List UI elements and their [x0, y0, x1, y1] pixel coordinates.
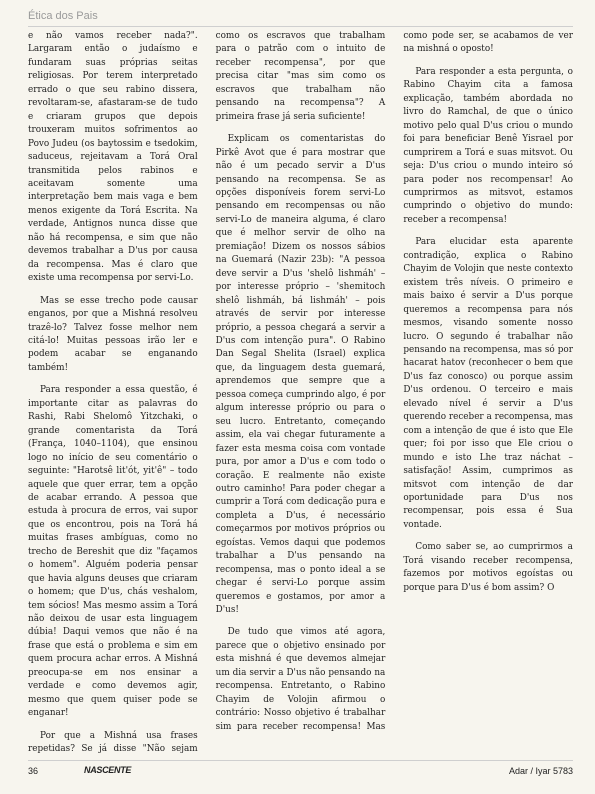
issue-date: Adar / Iyar 5783: [508, 766, 573, 776]
paragraph: Para responder a essa questão, é importante citar as palavras do Rashi, Rabi Shelomô Yitzchaki, o grande comentarista da Torá (França, 1040–1104), que ensinou logo no início de seu comentário o seguinte: "Harotsê lit'ót, yit'ê" – todo aquele que quer errar, tem a opção de acabar errando. A pessoa que estuda à procura de erros, vai supor que os encontrou, pois na Torá há muitas frases ambíguas, como no trecho de Bereshit que diz "façamos o homem". Alguém poderia pensar que havia alguns deuses que criaram o homem; que D'us, chás veshalom, tem sócios! Mas mesmo assim a Torá não deixou de usar esta linguagem dúbia! Daqui vemos que não é na frase que está o problema e sim em quem procura achar erros. A Mishná preocupa-se em nos ensinar a verdade e como devemos agir, mesmo que quem quiser pode se enganar!: [28, 385, 198, 719]
paragraph: De tudo que vimos até agora, parece que o objetivo ensinado por esta mishná é que devemos almejar um dia servir a D'us não pensando na recompensa. Entretanto, o Rabino Chayim de Volojin afirmou o contrário: Nosso objetivo é trabalhar sim para receber recompensa! Mas como pode ser, se acabamos de ver na mishná o oposto!: [215, 31, 573, 732]
magazine-logo: NASCENTE: [84, 765, 132, 775]
section-header: Ética dos Pais: [28, 10, 98, 22]
paragraph: e não vamos receber nada?". Largaram então o judaísmo e fundaram suas próprias seitas religiosas. Por terem interpretado errado o que seu rabino dissera, revoltaram-se, afastaram-se de tudo e criaram grupos que depois trouxeram muitos sofrimentos ao Povo Judeu (os baytossim e tsedokim, saduceus, rejeitavam a Torá Oral transmitida pelos rabinos e aceitavam somente uma interpretação bem mais vaga e bem menos exigente da Torá Escrita. Na verdade, Antignos nunca disse que não há recompensa, e sim que não devemos trabalhar a D'us por causa da recompensa. Mas é claro que existe uma recompensa por servi-Lo.: [28, 31, 198, 284]
paragraph: Explicam os comentaristas do Pirkê Avot que é para mostrar que não é um pecado servir a D'us pensando na recompensa. Se as opções disponíveis forem servi-Lo pensando em recompensas ou não servi-Lo de maneira alguma, é claro que é melhor servir de olho na premiação! Dizem os nossos sábios na Guemará (Nazir 23b): "A pessoa deve servir a D'us 'shelô lishmáh' – por interesse próprio – 'shemitoch shelô lishmáh, bá lishmáh' – pois através de servir por interesse próprio, a pessoa chegará a servir a D'us com intenção pura". O Rabino Dan Segal Shelita (Israel) explica que, da linguagem desta guemará, aprendemos que sempre que a pessoa começa cumprindo algo, é por algum interesse próprio ou para o seu lucro. Entretanto, começando assim, ela vai chegar futuramente a fazer esta mesma coisa com vontade pura, por amor a D'us e com todo o coração. E realmente não existe outro caminho! Para poder chegar a cumprir a Torá com dedicação pura e completa a D'us, é necessário começarmos por motivos próprios ou egoístas. Vemos daqui que podemos trabalhar a D'us pensando na recompensa, mas o ponto ideal a se chegar é servi-Lo porque assim queremos e gostamos, por amor a D'us!: [215, 134, 386, 616]
article-body: [28, 30, 573, 757]
page-number: 36: [28, 766, 39, 776]
paragraph: Para responder a esta pergunta, o Rabino Chayim cita a famosa explicação, também abordada no livro do Ramchal, de que o único motivo pelo qual D'us criou o mundo foi para beneficiar Benê Yisrael por cumprirem a Torá e suas mitsvot. Ou seja: D'us criou o mundo inteiro só para poder nos recompensar! Ao cumprirmos as mitsvot, estamos cumprindo o objetivo do mundo: receber a recompensa!: [403, 66, 573, 225]
paragraph: Para elucidar esta aparente contradição, explica o Rabino Chayim de Volojin que neste contexto existem três níveis. O primeiro e mais baixo é servir a D'us porque queremos a recompensa para nós mesmos, visando somente nosso lucro. O segundo é trabalhar não pensando na recompensa, mas só por hacarat hatov (reconhecer o bem que D'us faz conosco) ou porque assim D'us ordenou. O terceiro e mais elevado nível é servir a D'us querendo receber a recompensa, mas com a intenção de que é isto que Ele quer; foi por isso que Ele criou o mundo e isto Lhe traz náchat – satisfação! Assim, cumprimos as mitsvot com intenção de dar oportunidade para D'us nos recompensar, pois essa é Sua vontade.: [403, 237, 573, 530]
page-footer: [28, 764, 573, 780]
top-divider: [28, 26, 573, 27]
paragraph: Mas se esse trecho pode causar enganos, por que a Mishná resolveu trazê-lo? Talvez fosse melhor nem citá-lo! Muitas pessoas irão ler e podem acabar se enganando também!: [28, 295, 198, 373]
paragraph: Por que a Mishná usa frases repetidas? Se já disse "Não sejam como os escravos que trabalham para o patrão com o intuito de receber recompensa", por que precisa citar "mas sim como os escravos que trabalham não pensando na recompensa"? A primeira frase já seria suficiente!: [28, 31, 386, 755]
bottom-divider: [28, 760, 573, 761]
paragraph: Como saber se, ao cumprirmos a Torá visando receber recompensa, fazemos por motivos egoístas ou porque para D'us é bom assim? O: [403, 542, 573, 593]
